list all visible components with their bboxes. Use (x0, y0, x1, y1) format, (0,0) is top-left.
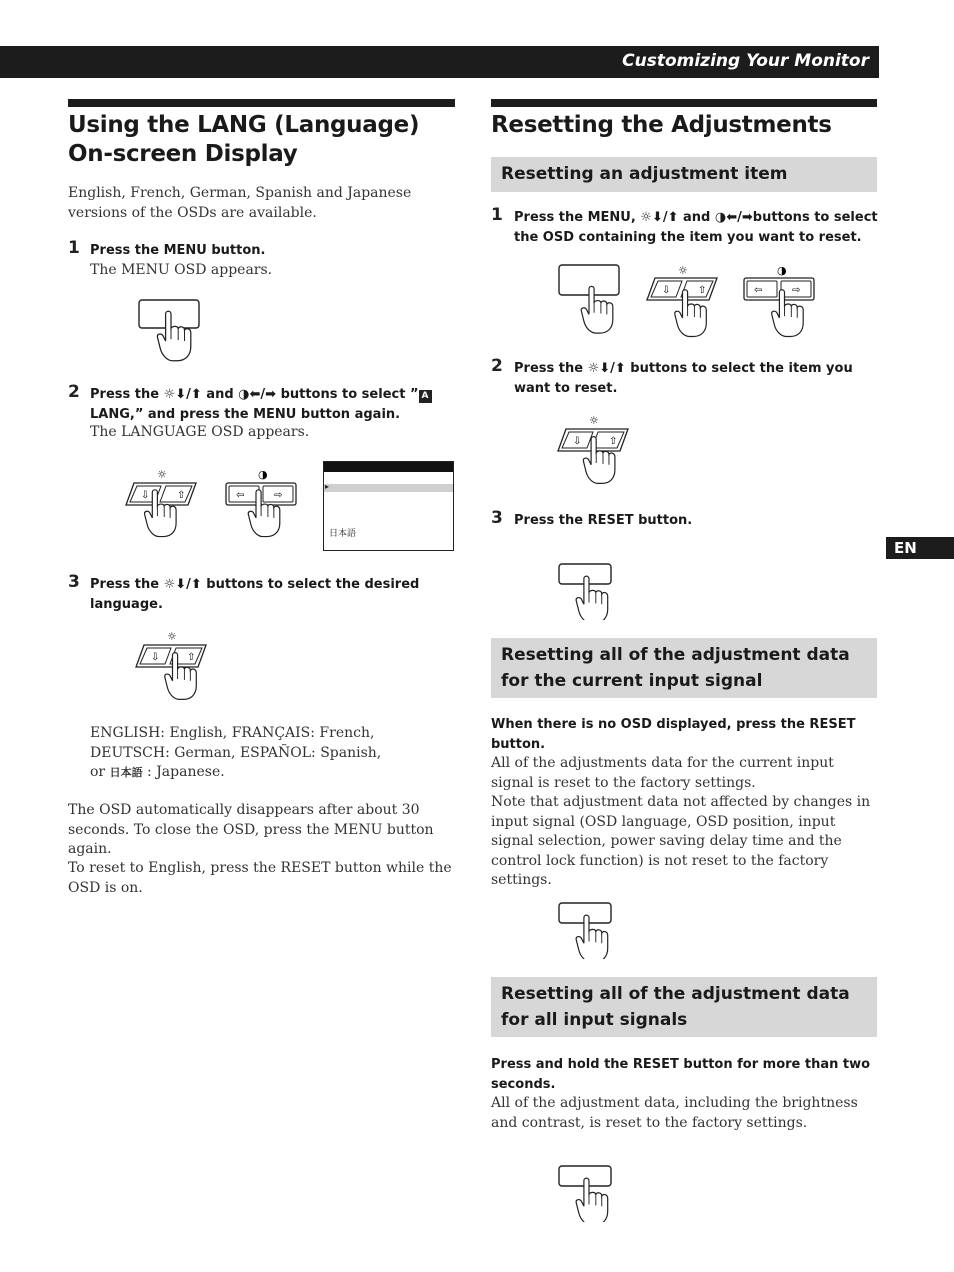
svg-text:⇦: ⇦ (236, 490, 245, 501)
step-number: 1 (68, 238, 80, 258)
language-osd-preview (323, 461, 454, 551)
language-tab-en: EN (886, 537, 954, 559)
step-subtext: The LANGUAGE OSD appears. (90, 424, 310, 440)
step-number: 3 (68, 572, 80, 592)
menu-button-figure (135, 296, 205, 366)
brightness-icon: ☼ (678, 264, 688, 277)
osd-cursor-icon: ▸ (325, 482, 330, 491)
svg-text:⇧: ⇧ (609, 436, 618, 447)
contrast-icon: ◑ (258, 468, 268, 481)
step-number: 2 (68, 382, 80, 402)
svg-text:⇨: ⇨ (274, 490, 283, 501)
step-number: 2 (491, 356, 503, 376)
osd-timeout-note: The OSD automatically disappears after about 30 seconds. To close the OSD, press the MENU button again. (68, 802, 434, 857)
brightness-arrows-icon: ☼⬇/⬆ (640, 210, 679, 225)
svg-text:⇩: ⇩ (151, 652, 160, 663)
step-text: Press the RESET button. (514, 513, 693, 528)
lang-section-title: Using the LANG (Language) On-screen Display (68, 112, 420, 167)
subhead-reset-item: Resetting an adjustment item (491, 157, 877, 192)
brightness-key-icon (136, 645, 206, 667)
adjust-buttons-figure (120, 466, 310, 550)
reset-all-desc: All of the adjustment data, including the brightness and contrast, is reset to the factory settings. (491, 1095, 858, 1131)
reset-button-figure (555, 1162, 625, 1222)
svg-text:⇨: ⇨ (792, 285, 801, 296)
brightness-arrows-icon: ☼⬇/⬆ (163, 387, 202, 402)
step-text: Press the ☼⬇/⬆ buttons to select the desired language. (90, 577, 420, 612)
header-bar (0, 46, 879, 78)
svg-text:⇩: ⇩ (662, 285, 671, 296)
step-text: Press the ☼⬇/⬆ buttons to select the item you want to reset. (514, 361, 853, 396)
lang-intro: English, French, German, Spanish and Japanese versions of the OSDs are available. (68, 185, 412, 221)
brightness-buttons-figure (130, 628, 230, 710)
brightness-arrows-icon: ☼⬇/⬆ (587, 361, 626, 376)
brightness-icon: ☼ (157, 468, 167, 481)
osd-selected-row (324, 484, 453, 492)
reset-current-desc: All of the adjustments data for the current input signal is reset to the factory settings. Note that adjustment data not affected by changes in input signal (OSD language, OSD position, input signal selection, power saving delay time and the control lock function) is not reset to the factory settings. (491, 755, 871, 888)
brightness-key-icon (126, 483, 196, 505)
brightness-icon: ☼ (167, 630, 177, 643)
svg-text:⇩: ⇩ (573, 436, 582, 447)
header-title: Customizing Your Monitor (622, 51, 869, 71)
step-text: Press the ☼⬇/⬆ and ◑⬅/➡ buttons to select ” A LANG,” and press the MENU button again. (90, 385, 450, 424)
step-text: Press the MENU button. (90, 243, 266, 258)
osd-japanese-item: 日本語 (329, 529, 357, 539)
step-text: Press the MENU, ☼⬇/⬆ and ◑⬅/➡buttons to select the OSD containing the item you want to reset. (514, 210, 878, 245)
contrast-arrows-icon: ◑⬅/➡ (238, 387, 277, 402)
contrast-icon: ◑ (777, 264, 787, 277)
svg-text:⇧: ⇧ (177, 490, 186, 501)
svg-text:⇩: ⇩ (141, 490, 150, 501)
lang-icon: A (419, 390, 432, 403)
brightness-icon: ☼ (589, 414, 599, 427)
step-number: 1 (491, 205, 503, 225)
reset-current-instruction: When there is no OSD displayed, press the RESET button. (491, 717, 856, 752)
subhead-reset-all-signals: Resetting all of the adjustment data for all input signals (491, 977, 877, 1037)
brightness-buttons-figure (552, 412, 652, 494)
reset-section-title: Resetting the Adjustments (491, 112, 832, 138)
reset-button-figure (555, 899, 625, 959)
reset-all-instruction: Press and hold the RESET button for more than two seconds. (491, 1057, 871, 1092)
contrast-arrows-icon: ◑⬅/➡ (714, 210, 753, 225)
svg-text:⇧: ⇧ (187, 652, 196, 663)
svg-text:⇦: ⇦ (754, 285, 763, 296)
subhead-reset-current-signal: Resetting all of the adjustment data for the current input signal (491, 638, 877, 698)
reset-english-note: To reset to English, press the RESET button while the OSD is on. (68, 860, 452, 896)
menu-adjust-buttons-figure (555, 260, 835, 342)
step-number: 3 (491, 508, 503, 528)
language-list: ENGLISH: English, FRANÇAIS: French, DEUTSCH: German, ESPAÑOL: Spanish, or 日本語 : Japanese. (90, 725, 382, 780)
step-subtext: The MENU OSD appears. (90, 262, 273, 278)
brightness-arrows-icon: ☼⬇/⬆ (163, 577, 202, 592)
svg-text:⇧: ⇧ (698, 285, 707, 296)
section-rule-left (68, 99, 455, 107)
section-rule-right (491, 99, 877, 107)
reset-button-figure (555, 560, 625, 620)
osd-title-bar (324, 462, 453, 472)
